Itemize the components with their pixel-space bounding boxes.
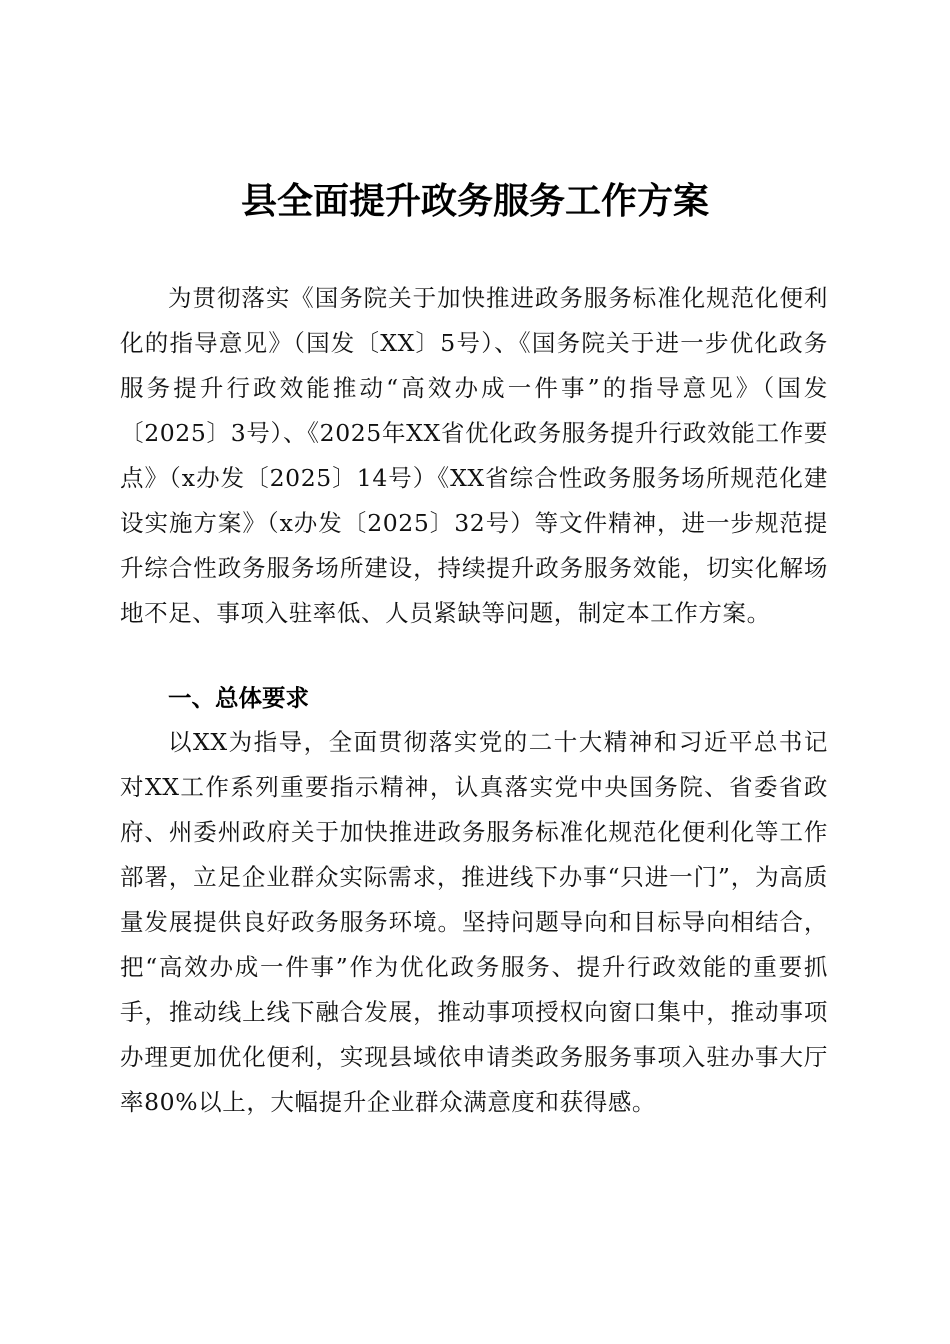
section-heading-general-requirements: 一、总体要求	[168, 684, 309, 712]
general-requirements-paragraph: 以XX为指导，全面贯彻落实党的二十大精神和习近平总书记对XX工作系列重要指示精神，认真落实党中央国务院、省委省政府、州委州政府关于加快推进政务服务标准化规范化便利化等工作部署，立足企业群众实际需求，推进线下办事“只进一门”，为高质量发展提供良好政务服务环境。坚持问题导向和目标导向相结合，把“高效办成一件事”作为优化政务服务、提升行政效能的重要抓手，推动线上线下融合发展，推动事项授权向窗口集中，推动事项办理更加优化便利，实现县域依申请类政务服务事项入驻办事大厅率80%以上，大幅提升企业群众满意度和获得感。	[120, 728, 828, 1116]
intro-paragraph: 为贯彻落实《国务院关于加快推进政务服务标准化规范化便利化的指导意见》（国发〔XX〕5号）、《国务院关于进一步优化政务服务提升行政效能推动“高效办成一件事”的指导意见》（国发〔2025〕3号）、《2025年XX省优化政务服务提升行政效能工作要点》（x办发〔2025〕14号）《XX省综合性政务服务场所规范化建设实施方案》（x办发〔2025〕32号）等文件精神，进一步规范提升综合性政务服务场所建设，持续提升政务服务效能，切实化解场地不足、事项入驻率低、人员紧缺等问题，制定本工作方案。	[120, 284, 828, 627]
document-title: 县全面提升政务服务工作方案	[240, 180, 709, 222]
